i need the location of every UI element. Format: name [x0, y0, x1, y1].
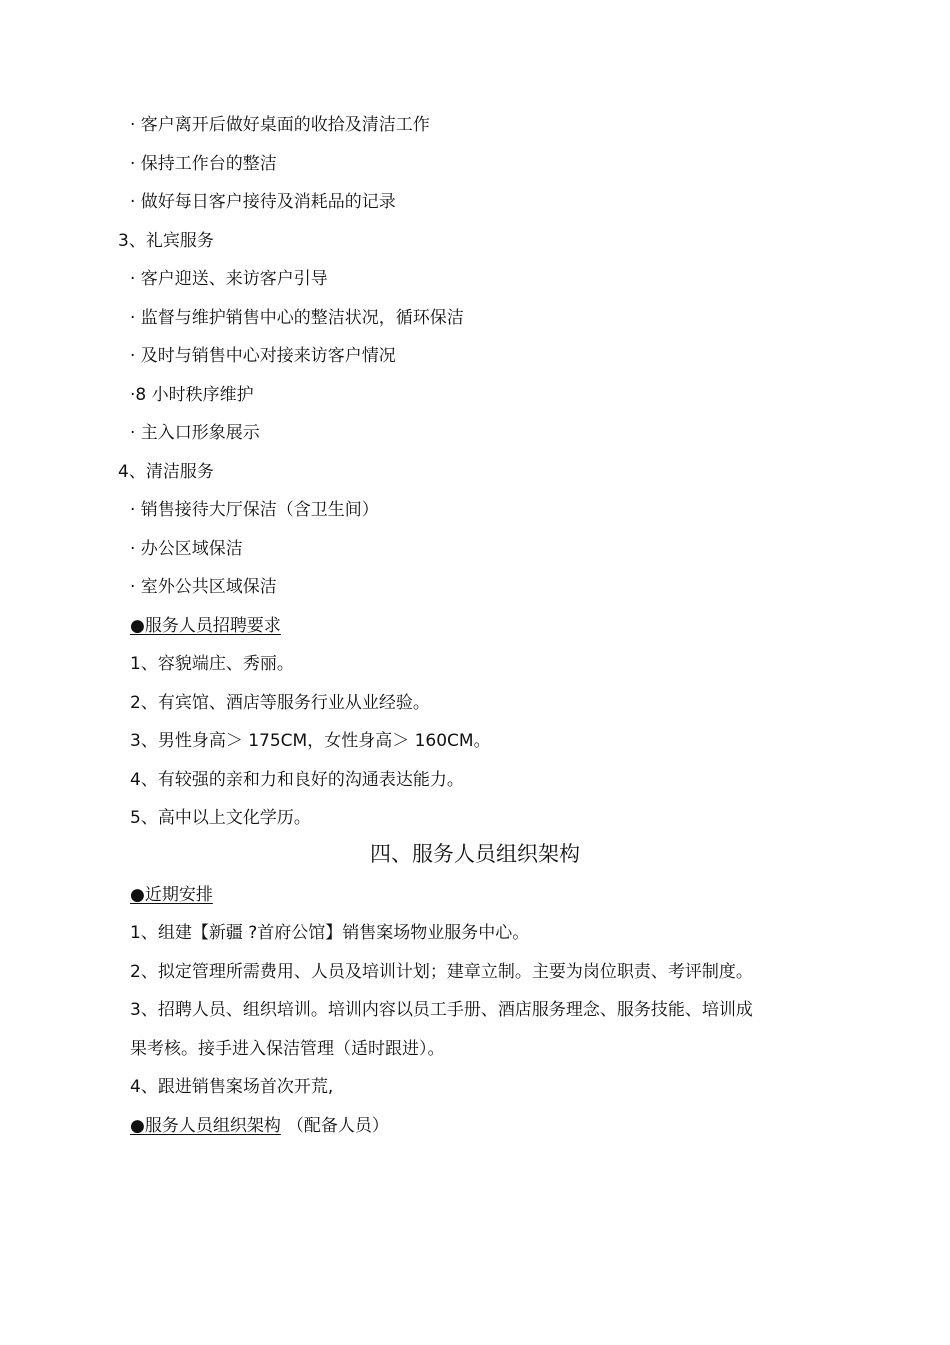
- subsection-cleaning: 4、清洁服务: [118, 462, 214, 482]
- org-structure-note: （配备人员）: [286, 1116, 389, 1136]
- duty-item-clean-desk: · 客户离开后做好桌面的收拾及清洁工作: [130, 115, 430, 135]
- requirement-item: 1、容貌端庄、秀丽。: [130, 654, 294, 674]
- duty-item-record-keeping: · 做好每日客户接待及消耗品的记录: [130, 192, 396, 212]
- requirement-item: 4、有较强的亲和力和良好的沟通表达能力。: [130, 770, 464, 790]
- requirement-item: 2、有宾馆、酒店等服务行业从业经验。: [130, 693, 430, 713]
- duty-item-order: ·8 小时秩序维护: [130, 385, 254, 405]
- requirement-item: 3、男性身高＞ 175CM，女性身高＞ 160CM。: [130, 731, 491, 751]
- requirement-item: 5、高中以上文化学历。: [130, 808, 311, 828]
- schedule-heading: ●近期安排: [130, 885, 213, 905]
- duty-item-lobby: · 销售接待大厅保洁（含卫生间）: [130, 500, 379, 520]
- schedule-item-continued: 果考核。接手进入保洁管理（适时跟进）。: [130, 1039, 445, 1059]
- duty-item-tidy-workstation: · 保持工作台的整洁: [130, 154, 277, 174]
- duty-item-outdoor: · 室外公共区域保洁: [130, 577, 277, 597]
- section-heading: 四、服务人员组织架构: [370, 842, 580, 866]
- duty-item-office: · 办公区域保洁: [130, 539, 243, 559]
- schedule-item: 3、招聘人员、组织培训。培训内容以员工手册、酒店服务理念、服务技能、培训成: [130, 1000, 753, 1020]
- schedule-item: 2、拟定管理所需费用、人员及培训计划；建章立制。主要为岗位职责、考评制度。: [130, 962, 753, 982]
- recruitment-heading: ●服务人员招聘要求: [130, 616, 281, 636]
- schedule-item: 1、组建【新疆 ?首府公馆】销售案场物业服务中心。: [130, 923, 530, 943]
- duty-item-entrance: · 主入口形象展示: [130, 423, 260, 443]
- org-structure-line: [130, 1115, 389, 1137]
- org-structure-heading: ●服务人员组织架构: [130, 1116, 281, 1136]
- duty-item-supervise: · 监督与维护销售中心的整洁状况，循环保洁: [130, 308, 464, 328]
- duty-item-greeting: · 客户迎送、来访客户引导: [130, 269, 328, 289]
- duty-item-liaison: · 及时与销售中心对接来访客户情况: [130, 346, 396, 366]
- schedule-item: 4、跟进销售案场首次开荒,: [130, 1077, 334, 1097]
- subsection-concierge: 3、礼宾服务: [118, 231, 214, 251]
